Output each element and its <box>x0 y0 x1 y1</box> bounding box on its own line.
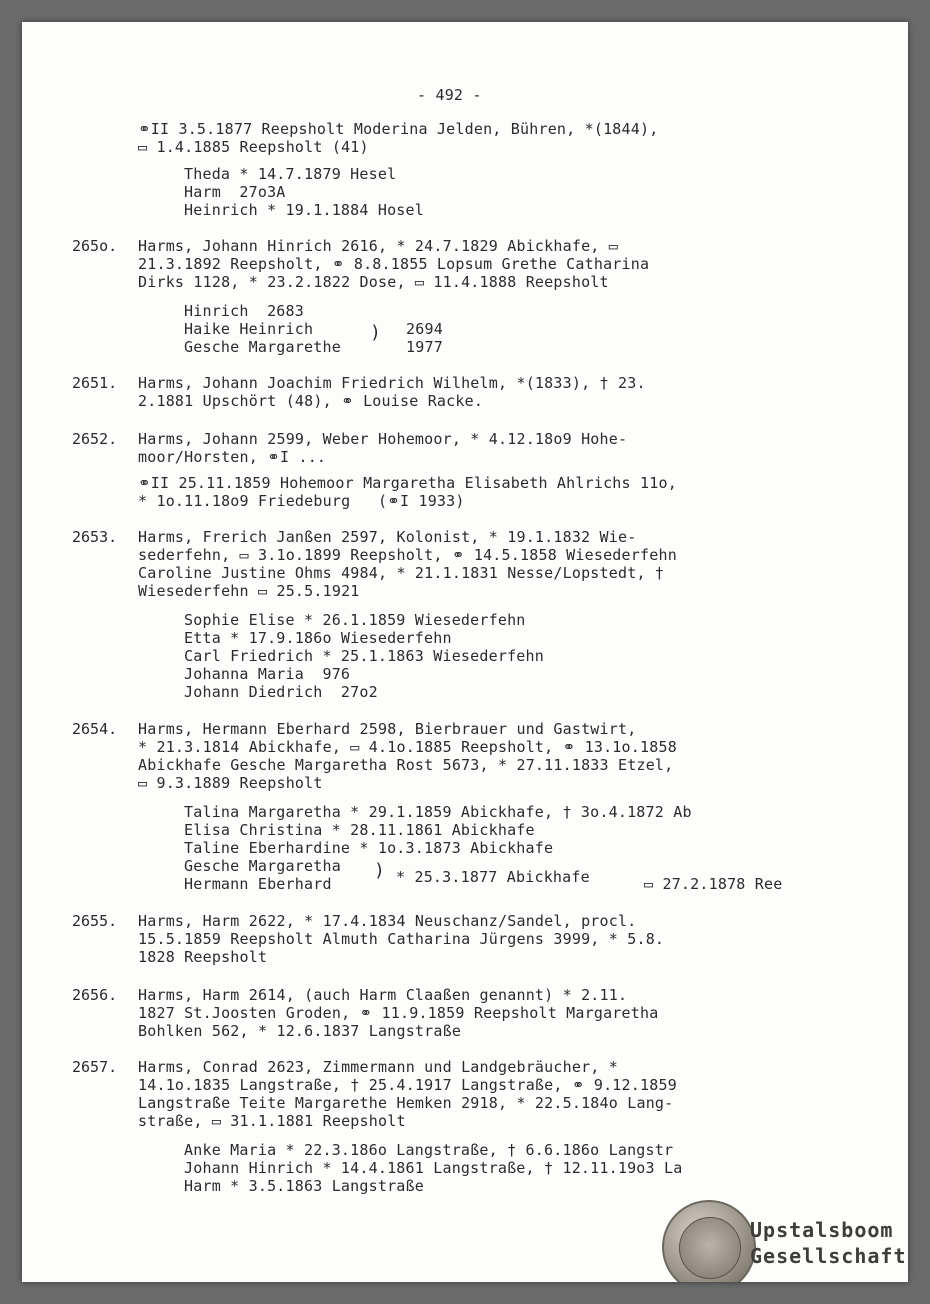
text-line: Harms, Johann Hinrich 2616, * 24.7.1829 Abickhafe, ▭ <box>138 237 618 255</box>
text-line: Langstraße Teite Margarethe Hemken 2918, * 22.5.184o Lang- <box>138 1094 674 1112</box>
child-line: Harm 27o3A <box>184 183 286 201</box>
child-line: * 25.3.1877 Abickhafe <box>396 868 590 886</box>
text-line: 2.1881 Upschört (48), ⚭ Louise Racke. <box>138 392 484 410</box>
text-line: ▭ 9.3.1889 Reepsholt <box>138 774 323 792</box>
child-line: Harm * 3.5.1863 Langstraße <box>184 1177 424 1195</box>
text-line: 21.3.1892 Reepsholt, ⚭ 8.8.1855 Lopsum Grethe Catharina <box>138 255 650 273</box>
text-line: Harms, Conrad 2623, Zimmermann und Landgebräucher, * <box>138 1058 618 1076</box>
child-line: Hinrich 2683 <box>184 302 304 320</box>
text-line: 1828 Reepsholt <box>138 948 268 966</box>
text-line: Harms, Harm 2614, (auch Harm Claaßen genannt) * 2.11. <box>138 986 628 1004</box>
child-line: Etta * 17.9.186o Wiesederfehn <box>184 629 452 647</box>
child-line: Elisa Christina * 28.11.1861 Abickhafe <box>184 821 535 839</box>
text-line: ▭ 1.4.1885 Reepsholt (41) <box>138 138 369 156</box>
text-line: * 1o.11.18o9 Friedeburg (⚭I 1933) <box>138 492 465 510</box>
text-line: Harms, Johann 2599, Weber Hohemoor, * 4.12.18o9 Hohe- <box>138 430 628 448</box>
child-line: Sophie Elise * 26.1.1859 Wiesederfehn <box>184 611 526 629</box>
brace-mark: ) <box>374 860 385 881</box>
text-line: 1827 St.Joosten Groden, ⚭ 11.9.1859 Reepsholt Margaretha <box>138 1004 659 1022</box>
child-ref: 2694 <box>406 320 443 338</box>
child-line: Talina Margaretha * 29.1.1859 Abickhafe, † 3o.4.1872 Ab <box>184 803 692 821</box>
child-line: Gesche Margarethe <box>184 338 341 356</box>
entry-number: 2655. <box>72 912 118 930</box>
page-number: - 492 - <box>417 86 482 104</box>
text-line: Wiesederfehn ▭ 25.5.1921 <box>138 582 360 600</box>
child-line: Johann Diedrich 27o2 <box>184 683 378 701</box>
child-line: Hermann Eberhard <box>184 875 332 893</box>
text-line: Harms, Frerich Janßen 2597, Kolonist, * 19.1.1832 Wie- <box>138 528 637 546</box>
entry-number: 2656. <box>72 986 118 1004</box>
child-line: Haike Heinrich <box>184 320 314 338</box>
child-line: Carl Friedrich * 25.1.1863 Wiesederfehn <box>184 647 544 665</box>
text-line: Caroline Justine Ohms 4984, * 21.1.1831 Nesse/Lopstedt, † <box>138 564 665 582</box>
entry-number: 2654. <box>72 720 118 738</box>
text-line: Harms, Johann Joachim Friedrich Wilhelm, *(1833), † 23. <box>138 374 646 392</box>
entry-number: 2657. <box>72 1058 118 1076</box>
text-line: sederfehn, ▭ 3.1o.1899 Reepsholt, ⚭ 14.5.1858 Wiesederfehn <box>138 546 677 564</box>
child-ref: 1977 <box>406 338 443 356</box>
entry-number: 265o. <box>72 237 118 255</box>
text-line: straße, ▭ 31.1.1881 Reepsholt <box>138 1112 406 1130</box>
text-line: Bohlken 562, * 12.6.1837 Langstraße <box>138 1022 462 1040</box>
entry-number: 2653. <box>72 528 118 546</box>
text-line: Harms, Harm 2622, * 17.4.1834 Neuschanz/Sandel, procl. <box>138 912 637 930</box>
text-line: 14.1o.1835 Langstraße, † 25.4.1917 Langstraße, ⚭ 9.12.1859 <box>138 1076 677 1094</box>
child-line: Anke Maria * 22.3.186o Langstraße, † 6.6.186o Langstr <box>184 1141 674 1159</box>
child-line: Taline Eberhardine * 1o.3.1873 Abickhafe <box>184 839 554 857</box>
child-line: Johann Hinrich * 14.4.1861 Langstraße, † 12.11.19o3 La <box>184 1159 683 1177</box>
child-line: Johanna Maria 976 <box>184 665 351 683</box>
entry-number: 2652. <box>72 430 118 448</box>
text-line: 15.5.1859 Reepsholt Almuth Catharina Jürgens 3999, * 5.8. <box>138 930 665 948</box>
text-line: ⚭II 3.5.1877 Reepsholt Moderina Jelden, Bühren, *(1844), <box>138 120 659 138</box>
brand-line-1: Upstalsboom <box>750 1218 894 1242</box>
text-line: Abickhafe Gesche Margaretha Rost 5673, * 27.11.1833 Etzel, <box>138 756 674 774</box>
child-line: ▭ 27.2.1878 Ree <box>644 875 783 893</box>
entry-number: 2651. <box>72 374 118 392</box>
text-line: moor/Horsten, ⚭I ... <box>138 448 327 466</box>
child-line: Heinrich * 19.1.1884 Hosel <box>184 201 424 219</box>
text-line: Dirks 1128, * 23.2.1822 Dose, ▭ 11.4.1888 Reepsholt <box>138 273 609 291</box>
text-line: Harms, Hermann Eberhard 2598, Bierbrauer und Gastwirt, <box>138 720 637 738</box>
seal-logo-icon <box>662 1200 756 1282</box>
child-line: Theda * 14.7.1879 Hesel <box>184 165 397 183</box>
text-line: * 21.3.1814 Abickhafe, ▭ 4.1o.1885 Reepsholt, ⚭ 13.1o.1858 <box>138 738 677 756</box>
brand-line-2: Gesellschaft <box>750 1244 907 1268</box>
child-line: Gesche Margaretha <box>184 857 341 875</box>
brace-mark: ) <box>370 322 381 343</box>
document-page <box>22 22 908 1282</box>
text-line: ⚭II 25.11.1859 Hohemoor Margaretha Elisabeth Ahlrichs 11o, <box>138 474 677 492</box>
